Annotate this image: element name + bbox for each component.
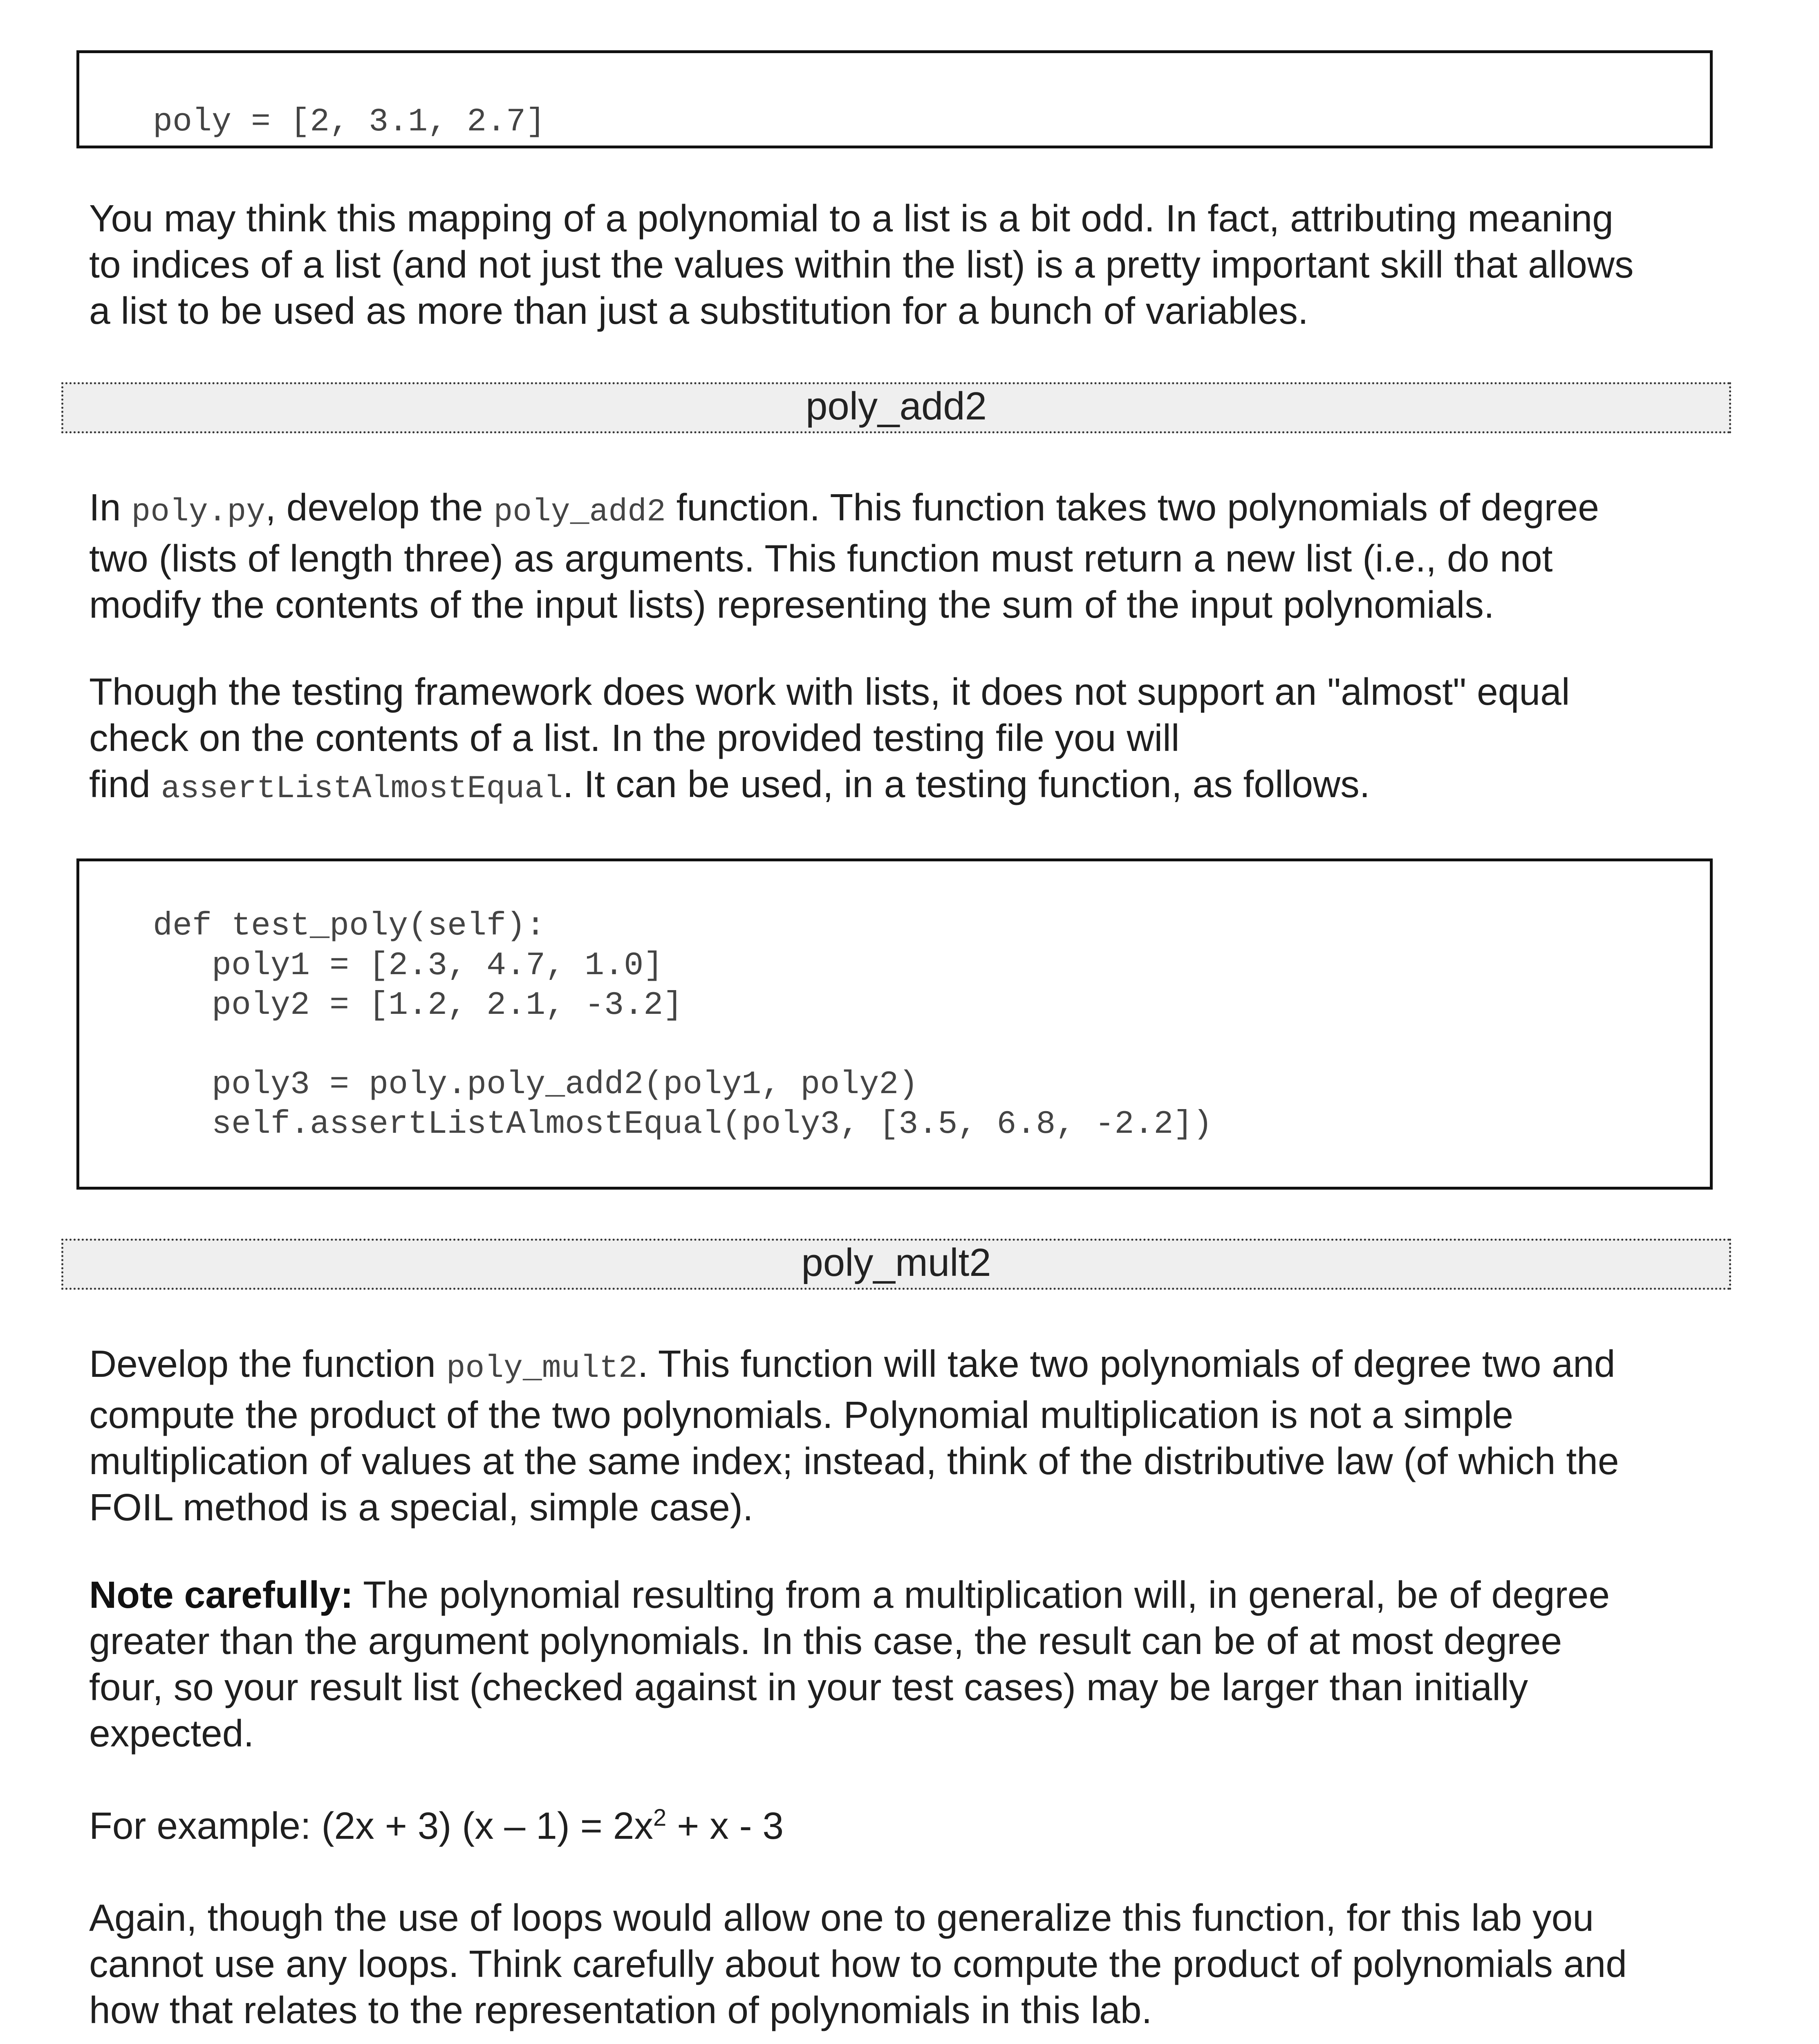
code-line: poly = [2, 3.1, 2.7] <box>153 103 546 141</box>
inline-code-poly-py: poly.py <box>131 494 266 530</box>
intro-paragraph <box>89 195 1728 334</box>
code-line: poly2 = [1.2, 2.1, -3.2] <box>153 987 683 1024</box>
note-carefully-paragraph <box>89 1572 1728 1757</box>
no-loops-paragraph <box>89 1895 1728 2033</box>
text-line: compute the product of the two polynomials. Polynomial multiplication is not a simple <box>89 1394 1514 1436</box>
inline-code-poly-mult2: poly_mult2 <box>446 1351 638 1387</box>
text-line: four, so your result list (checked against in your test cases) may be larger than initially <box>89 1666 1528 1708</box>
text-segment: . It can be used, in a testing function, as follows. <box>562 763 1370 805</box>
equation-text: For example: (2x + 3) (x – 1) = 2x <box>89 1804 654 1847</box>
text-segment: function. This function takes two polynomials of degree <box>665 486 1599 529</box>
text-segment: Develop the function <box>89 1342 446 1385</box>
code-line: poly1 = [2.3, 4.7, 1.0] <box>153 947 663 984</box>
code-line: self.assertListAlmostEqual(poly3, [3.5, 6.8, -2.2]) <box>153 1106 1213 1143</box>
code-line: def test_poly(self): <box>153 908 546 945</box>
example-equation <box>89 1803 1728 1849</box>
text-segment: The polynomial resulting from a multiplication will, in general, be of degree <box>353 1573 1610 1616</box>
intro-line: a list to be used as more than just a substitution for a bunch of variables. <box>89 289 1308 332</box>
text-line: how that relates to the representation of polynomials in this lab. <box>89 1989 1152 2031</box>
text-segment: In <box>89 486 132 529</box>
section-header-poly-mult2 <box>61 1239 1731 1290</box>
inline-code-poly-add2: poly_add2 <box>493 494 666 530</box>
text-line: multiplication of values at the same index; instead, think of the distributive law (of which the <box>89 1440 1619 1482</box>
text-line: check on the contents of a list. In the provided testing file you will <box>89 717 1180 759</box>
poly-mult2-description <box>89 1341 1728 1531</box>
text-line: FOIL method is a special, simple case). <box>89 1486 753 1529</box>
intro-line: to indices of a list (and not just the values within the list) is a pretty important skill that allows <box>89 243 1634 286</box>
code-line: poly3 = poly.poly_add2(poly1, poly2) <box>153 1066 918 1103</box>
text-line: cannot use any loops. Think carefully about how to compute the product of polynomials and <box>89 1943 1627 1985</box>
text-line: greater than the argument polynomials. In this case, the result can be of at most degree <box>89 1620 1562 1662</box>
text-segment: find <box>89 763 161 805</box>
poly-add2-description <box>89 484 1728 628</box>
code-block-poly-example <box>76 50 1713 148</box>
code-block-test-poly <box>76 858 1713 1190</box>
text-line: expected. <box>89 1712 254 1755</box>
text-segment: . This function will take two polynomials of degree two and <box>637 1342 1615 1385</box>
text-line: Though the testing framework does work with lists, it does not support an "almost" equal <box>89 670 1570 713</box>
inline-code-assert-list-almost-equal: assertListAlmostEqual <box>161 771 563 807</box>
text-line: two (lists of length three) as arguments. This function must return a new list (i.e., do not <box>89 537 1553 580</box>
intro-line: You may think this mapping of a polynomial to a list is a bit odd. In fact, attributing meaning <box>89 197 1613 240</box>
section-title: poly_mult2 <box>801 1241 991 1284</box>
text-segment: , develop the <box>265 486 494 529</box>
equation-text: + x - 3 <box>666 1804 784 1847</box>
testing-framework-note <box>89 669 1728 812</box>
exponent: 2 <box>653 1804 667 1831</box>
section-header-poly-add2 <box>61 382 1731 433</box>
note-label: Note carefully: <box>89 1573 354 1616</box>
text-line: modify the contents of the input lists) representing the sum of the input polynomials. <box>89 583 1494 626</box>
text-line: Again, though the use of loops would allow one to generalize this function, for this lab you <box>89 1896 1594 1939</box>
section-title: poly_add2 <box>805 384 987 428</box>
